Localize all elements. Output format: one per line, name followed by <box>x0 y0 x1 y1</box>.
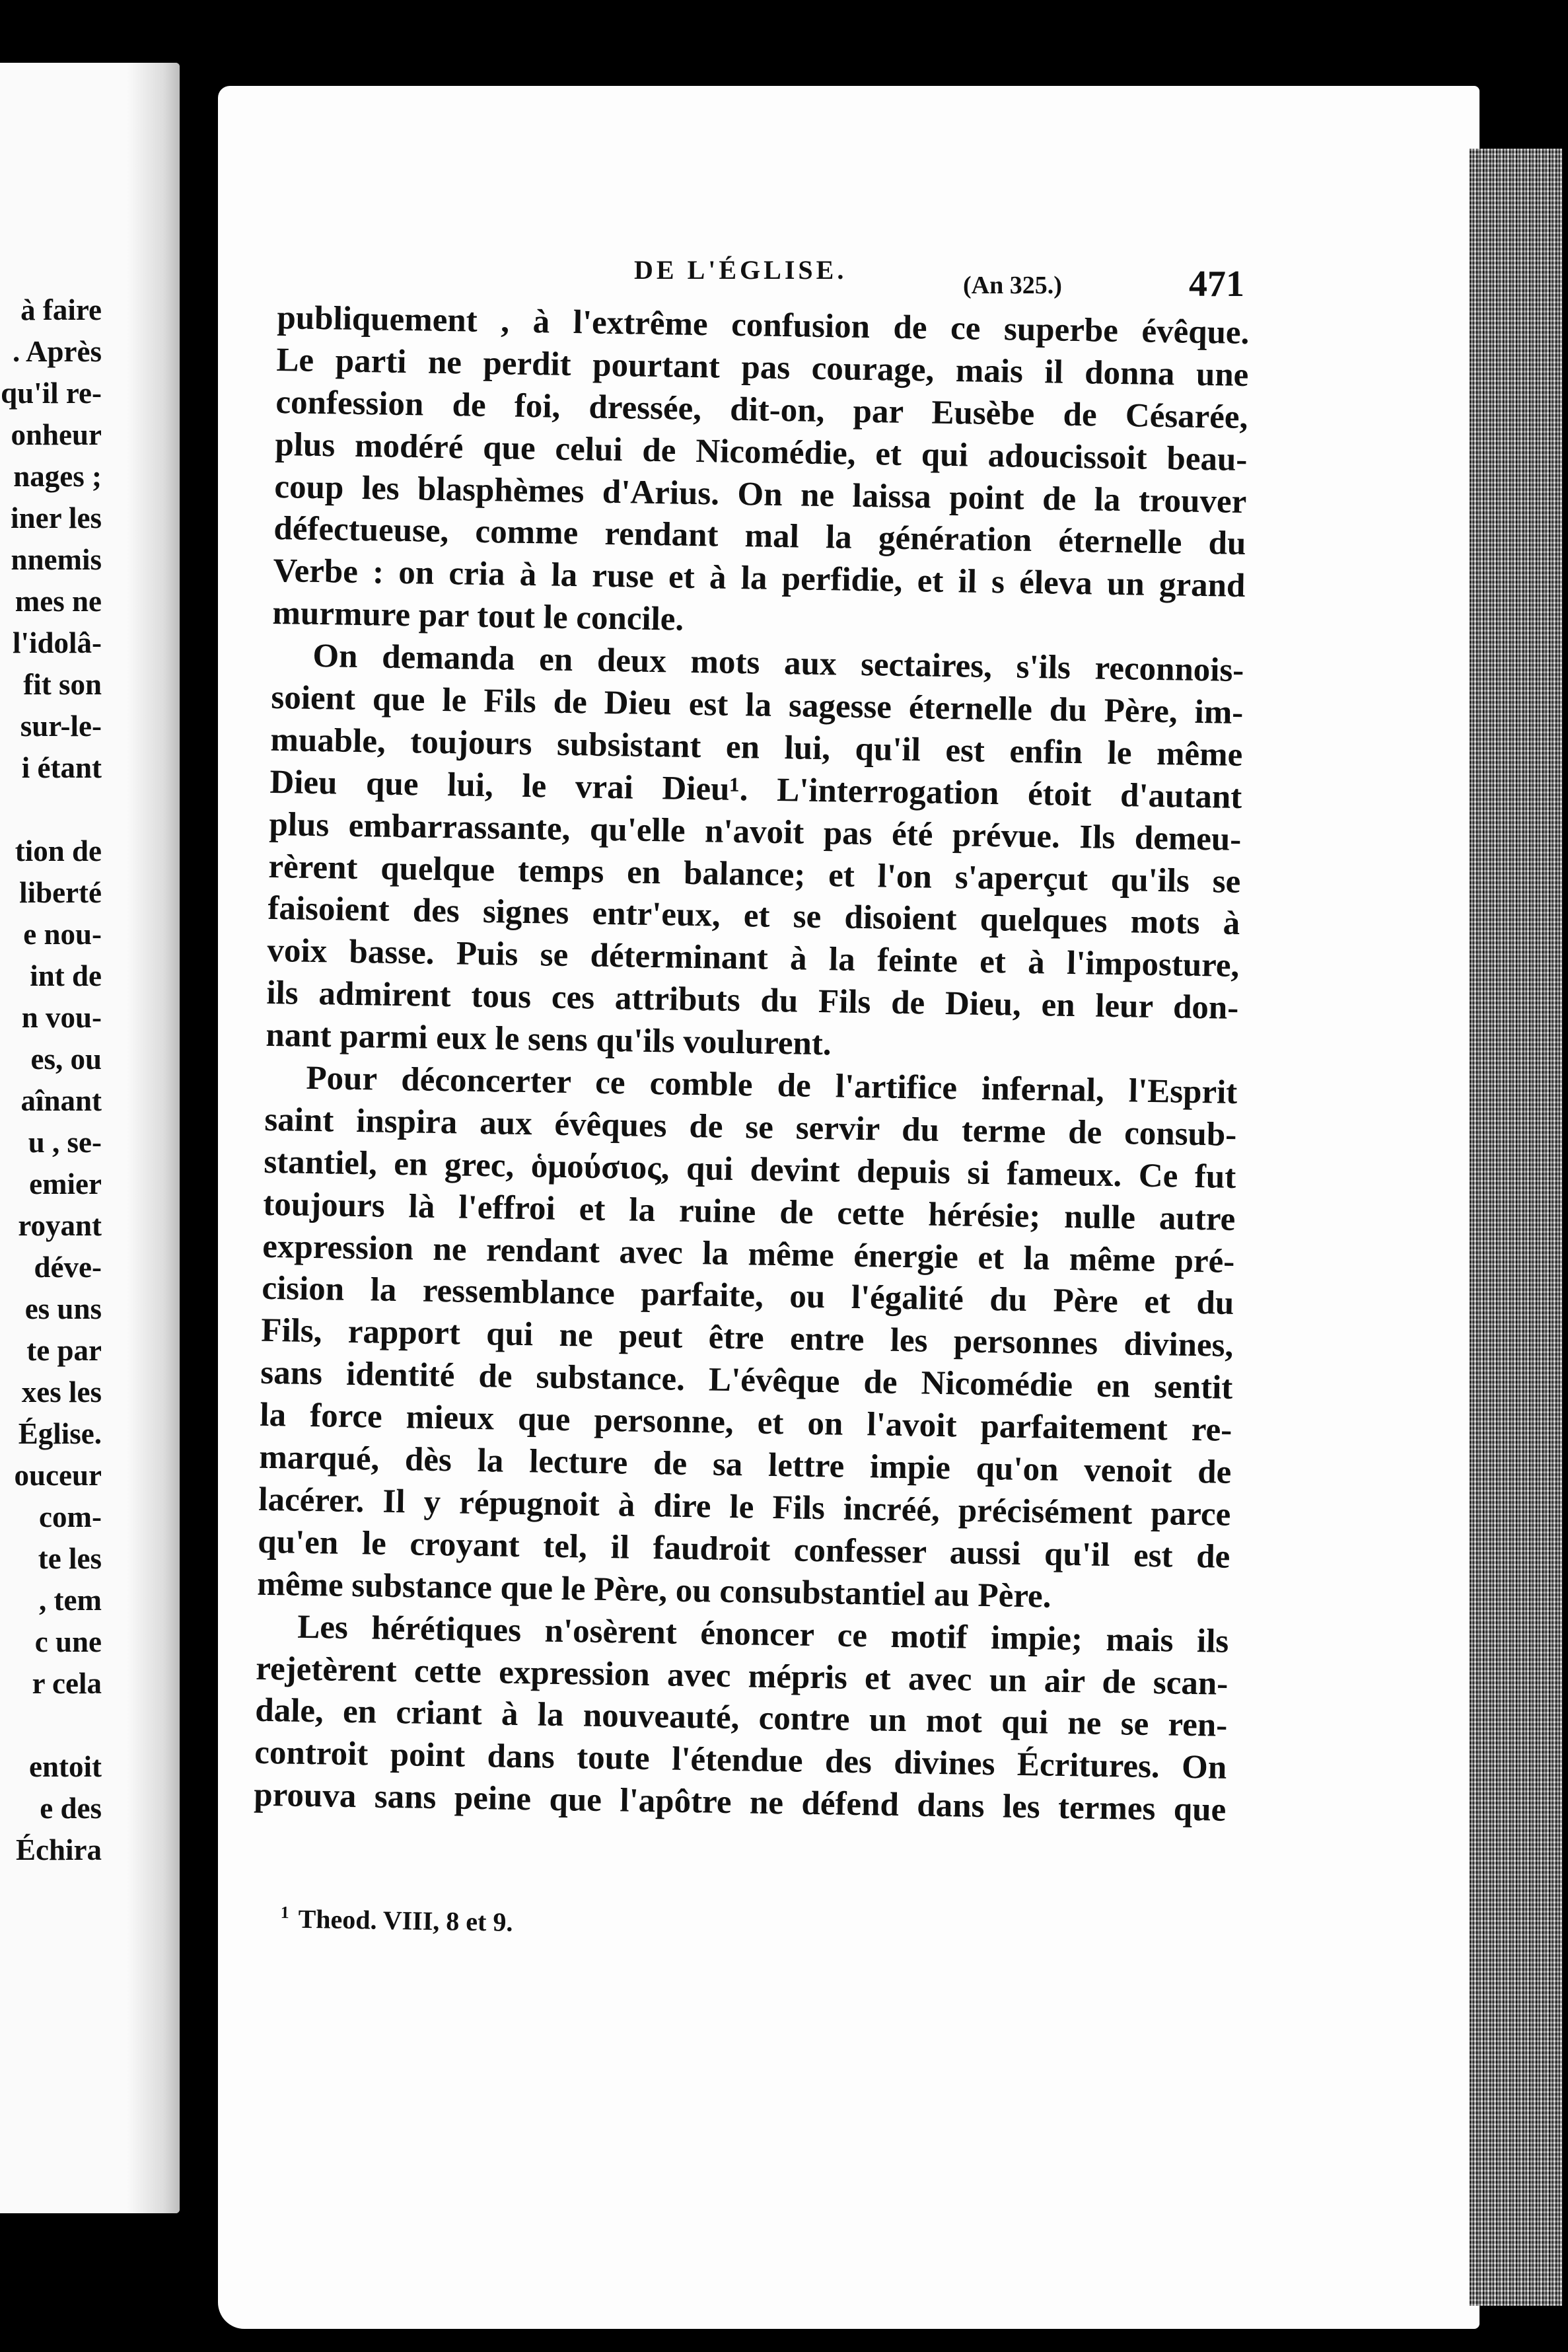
text-line: Dieu que lui, le vrai Dieu¹. L'interrogation étoit d'autant <box>269 763 1242 816</box>
footnote <box>280 1903 513 1938</box>
text-line: marqué, dès la lecture de sa lettre impie qu'on venoit de <box>258 1438 1232 1491</box>
text-line: ils admirent tous ces attributs du Fils de Dieu, en leur don- <box>266 974 1239 1027</box>
left-page-line: te les <box>38 1542 102 1575</box>
text-line: faisoient des signes entr'eux, et se disoient quelques mots à <box>267 890 1240 943</box>
text-line: dale, en criant à la nouveauté, contre un mot qui ne se ren- <box>254 1692 1228 1745</box>
text-line: saint inspira aux évêques de se servir du terme de consub- <box>264 1101 1237 1154</box>
left-page-line: . Après <box>13 335 102 368</box>
left-page-line: entoit <box>29 1750 102 1783</box>
text-line: Le parti ne perdit pourtant pas courage, mais il donna une <box>276 341 1249 394</box>
left-page-line: e des <box>40 1792 102 1825</box>
text-line: muable, toujours subsistant en lui, qu'il est enfin le même <box>270 721 1243 774</box>
paragraph <box>272 297 1250 650</box>
left-page-line: mes ne <box>15 585 102 618</box>
paragraph <box>257 1057 1238 1621</box>
page-gutter-shadow <box>127 63 180 2213</box>
text-line: stantiel, en grec, ὁμούσιος, qui devint depuis si fameux. Ce fut <box>264 1143 1236 1196</box>
left-page-line <box>1 789 102 830</box>
text-line: Les hérétiques n'osèrent énoncer ce motif impie; mais ils <box>297 1608 1229 1660</box>
left-page-line: Échira <box>16 1833 102 1866</box>
text-line: rejetèrent cette expression avec mépris et avec un air de scan- <box>255 1650 1229 1703</box>
text-line: sans identité de substance. L'évêque de Nicomédie en sentit <box>260 1354 1233 1407</box>
text-line: la force mieux que personne, et on l'avoit parfaitement re- <box>259 1396 1232 1450</box>
text-line: prouva sans peine que l'apôtre ne défend dans les termes que <box>253 1776 1227 1829</box>
text-line: confession de foi, dressée, dit-on, par Eusèbe de Césarée, <box>275 383 1248 436</box>
text-line: murmure par tout le concile. <box>272 595 684 638</box>
left-page-line: déve- <box>34 1251 102 1284</box>
text-line: nant parmi eux le sens qu'ils voulurent. <box>266 1017 832 1063</box>
text-line: Fils, rapport qui ne peut être entre les personnes divines, <box>260 1312 1234 1365</box>
left-page-line: r cela <box>32 1667 102 1700</box>
text-line: expression ne rendant avec la même énergie et la même pré- <box>262 1228 1235 1280</box>
page-fore-edge <box>1470 149 1562 2306</box>
text-line: coup les blasphèmes d'Arius. On ne laissa point de la trouver <box>274 468 1247 521</box>
left-page-line: royant <box>18 1209 102 1242</box>
text-line: toujours là l'effroi et la ruine de cette hérésie; nulle autre <box>262 1185 1236 1238</box>
text-line: même substance que le Père, ou consubstantiel au Père. <box>256 1565 1051 1615</box>
left-page-line: onheur <box>11 418 102 451</box>
left-page-line: es uns <box>24 1292 102 1325</box>
left-page-line: liberté <box>19 876 102 909</box>
left-page-line: xes les <box>21 1376 102 1409</box>
left-page-line: te par <box>26 1334 102 1367</box>
text-line: lacérer. Il y répugnoit à dire le Fils incréé, précisément parce <box>258 1481 1231 1533</box>
text-line: rèrent quelque temps en balance; et l'on s'aperçut qu'ils se <box>268 848 1241 900</box>
text-line: voix basse. Puis se déterminant à la feinte et à l'imposture, <box>267 932 1240 985</box>
left-page-line: n vou- <box>21 1001 102 1034</box>
left-page-line: com- <box>39 1500 102 1533</box>
left-page-line: e nou- <box>23 918 102 951</box>
left-page-line: fit son <box>23 668 102 701</box>
text-line: qu'en le croyant tel, il faudroit confesser aussi qu'il est de <box>257 1523 1230 1576</box>
left-page-text <box>1 289 102 1871</box>
text-line: controit point dans toute l'étendue des divines Écritures. On <box>254 1734 1227 1787</box>
left-page-line: nnemis <box>11 543 102 576</box>
text-line: cision la ressemblance parfaite, ou l'égalité du Père et du <box>261 1270 1234 1323</box>
text-line: Pour déconcerter ce comble de l'artifice infernal, l'Esprit <box>306 1059 1238 1112</box>
text-line: On demanda en deux mots aux sectaires, s'ils reconnois- <box>312 638 1244 690</box>
page-number: 471 <box>1189 264 1244 305</box>
left-page-line: es, ou <box>30 1043 102 1076</box>
left-page-line: sur-le- <box>20 710 102 743</box>
left-page-fragment <box>0 63 180 2213</box>
running-head: DE L'ÉGLISE. <box>634 255 847 285</box>
left-page-line: i étant <box>21 751 102 784</box>
text-line: publiquement , à l'extrême confusion de ce superbe évêque. <box>277 299 1250 352</box>
year-reference: (An 325.) <box>963 272 1062 299</box>
paragraph <box>254 1605 1229 1832</box>
body-text <box>254 297 1250 1832</box>
left-page-line: , tem <box>39 1584 102 1617</box>
left-page-line: u , se- <box>28 1126 102 1159</box>
left-page-line: iner les <box>11 501 102 534</box>
left-page-line <box>1 1705 102 1746</box>
left-page-line: l'idolâ- <box>12 626 102 659</box>
footnote-text: Theod. VIII, 8 et 9. <box>298 1903 513 1937</box>
paragraph <box>266 635 1244 1072</box>
text-line: soient que le Fils de Dieu est la sagesse éternelle du Père, im- <box>271 679 1244 732</box>
text-line: Verbe : on cria à la ruse et à la perfidie, et il s éleva un grand <box>273 552 1246 605</box>
left-page-line: aînant <box>20 1084 102 1117</box>
left-page-line: c une <box>34 1625 102 1658</box>
left-page-line: à faire <box>20 293 102 326</box>
left-page-line: emier <box>29 1167 102 1200</box>
left-page-line: int de <box>30 959 102 992</box>
text-line: défectueuse, comme rendant mal la génération éternelle du <box>273 510 1246 563</box>
left-page-line: qu'il re- <box>1 377 102 410</box>
left-page-line: Église. <box>18 1417 102 1450</box>
left-page-line: nages ; <box>13 460 102 493</box>
text-line: plus modéré que celui de Nicomédie, et qui adoucissoit beau- <box>275 425 1248 478</box>
left-page-line: ouceur <box>14 1459 102 1492</box>
footnote-mark: 1 <box>280 1903 289 1923</box>
left-page-line: tion de <box>15 834 102 867</box>
text-line: plus embarrassante, qu'elle n'avoit pas été prévue. Ils demeu- <box>269 805 1242 858</box>
